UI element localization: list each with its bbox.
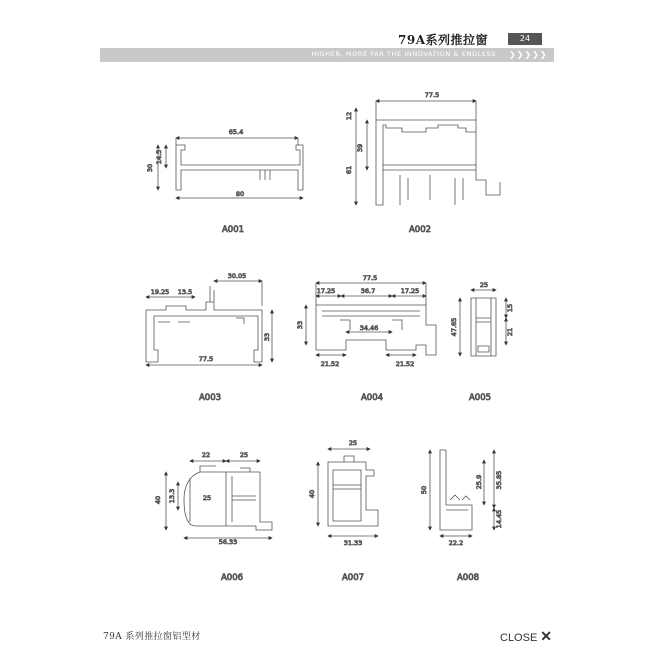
a008-dim-width: 22.2 — [448, 539, 464, 547]
a008-caption: A008 — [456, 573, 480, 583]
a003-dim-height: 33 — [263, 332, 271, 342]
a004-dim-right: 17.25 — [400, 287, 420, 295]
a003-dim-width: 77.5 — [198, 355, 214, 363]
a006-dim-width: 56.33 — [218, 538, 238, 546]
a006-caption: A006 — [220, 573, 244, 583]
a004-dim-left: 17.25 — [316, 287, 336, 295]
footer-series-label: 79A 系列推拉窗铝型材 — [103, 632, 201, 642]
profile-a001 — [158, 138, 303, 198]
page-title: 79A系列推拉窗 — [398, 33, 489, 47]
a006-dim-inner: 25 — [202, 494, 212, 502]
a005-dim-width: 25 — [479, 281, 489, 289]
a005-dim-bottom: 21 — [506, 327, 514, 337]
a001-caption: A001 — [221, 225, 245, 235]
a005-dim-height: 47.65 — [450, 317, 458, 337]
a002-dim-top: 12 — [345, 111, 353, 121]
chevrons-icon: ❯❯❯❯❯ — [509, 50, 548, 59]
a007-dim-height: 40 — [308, 489, 316, 499]
a002-dim-width: 77.5 — [424, 91, 440, 99]
a003-dim-top-left-1: 19.25 — [150, 288, 170, 296]
a003-caption: A003 — [198, 393, 222, 403]
close-label: CLOSE — [500, 632, 538, 644]
a005-caption: A005 — [468, 393, 492, 403]
a007-dim-width-top: 25 — [348, 439, 358, 447]
a002-dim-mid: 39 — [356, 143, 364, 153]
a008-dim-lower: 14.45 — [495, 509, 503, 529]
a008-dim-total: 35.85 — [495, 470, 503, 490]
a001-dim-height-inner: 14.5 — [155, 149, 163, 165]
a004-dim-width: 77.5 — [362, 274, 378, 282]
a004-dim-inner: 34.46 — [359, 324, 379, 332]
a004-dim-bottom-right: 21.52 — [395, 360, 415, 368]
a006-dim-top-right: 25 — [239, 451, 249, 459]
a007-caption: A007 — [341, 573, 365, 583]
a006-dim-top-left: 22 — [201, 451, 211, 459]
profile-a005 — [460, 290, 506, 356]
a003-dim-top-right: 30.05 — [227, 272, 247, 280]
profile-a002 — [356, 101, 500, 205]
a008-dim-upper: 25.9 — [475, 474, 483, 490]
a005-dim-top: 15 — [506, 303, 514, 313]
a004-caption: A004 — [360, 393, 384, 403]
a001-dim-height: 30 — [146, 163, 154, 173]
a001-dim-width-top: 65.4 — [228, 128, 244, 136]
a004-dim-height: 33 — [296, 320, 304, 330]
a004-dim-center: 36.7 — [360, 287, 376, 295]
a002-dim-height: 61 — [345, 165, 353, 175]
page-number-badge: 24 — [508, 33, 542, 45]
a008-dim-height: 50 — [420, 485, 428, 495]
a003-dim-top-left-2: 13.5 — [177, 288, 193, 296]
profile-a006 — [166, 461, 272, 538]
a006-dim-height: 40 — [154, 495, 162, 505]
profile-a008 — [430, 450, 494, 536]
a004-dim-bottom-left: 21.52 — [320, 360, 340, 368]
a002-caption: A002 — [408, 225, 432, 235]
profile-a007 — [318, 449, 378, 536]
close-x-icon: ✕ — [540, 628, 553, 644]
close-button[interactable] — [500, 628, 552, 645]
a001-dim-width-bottom: 80 — [235, 190, 245, 198]
a007-dim-width: 31.33 — [343, 539, 363, 547]
header-slogan: HIGHER, MORE FAR THE INNOVATION & ENDLESS — [311, 50, 496, 58]
a006-dim-inner-height: 13.3 — [168, 488, 176, 504]
